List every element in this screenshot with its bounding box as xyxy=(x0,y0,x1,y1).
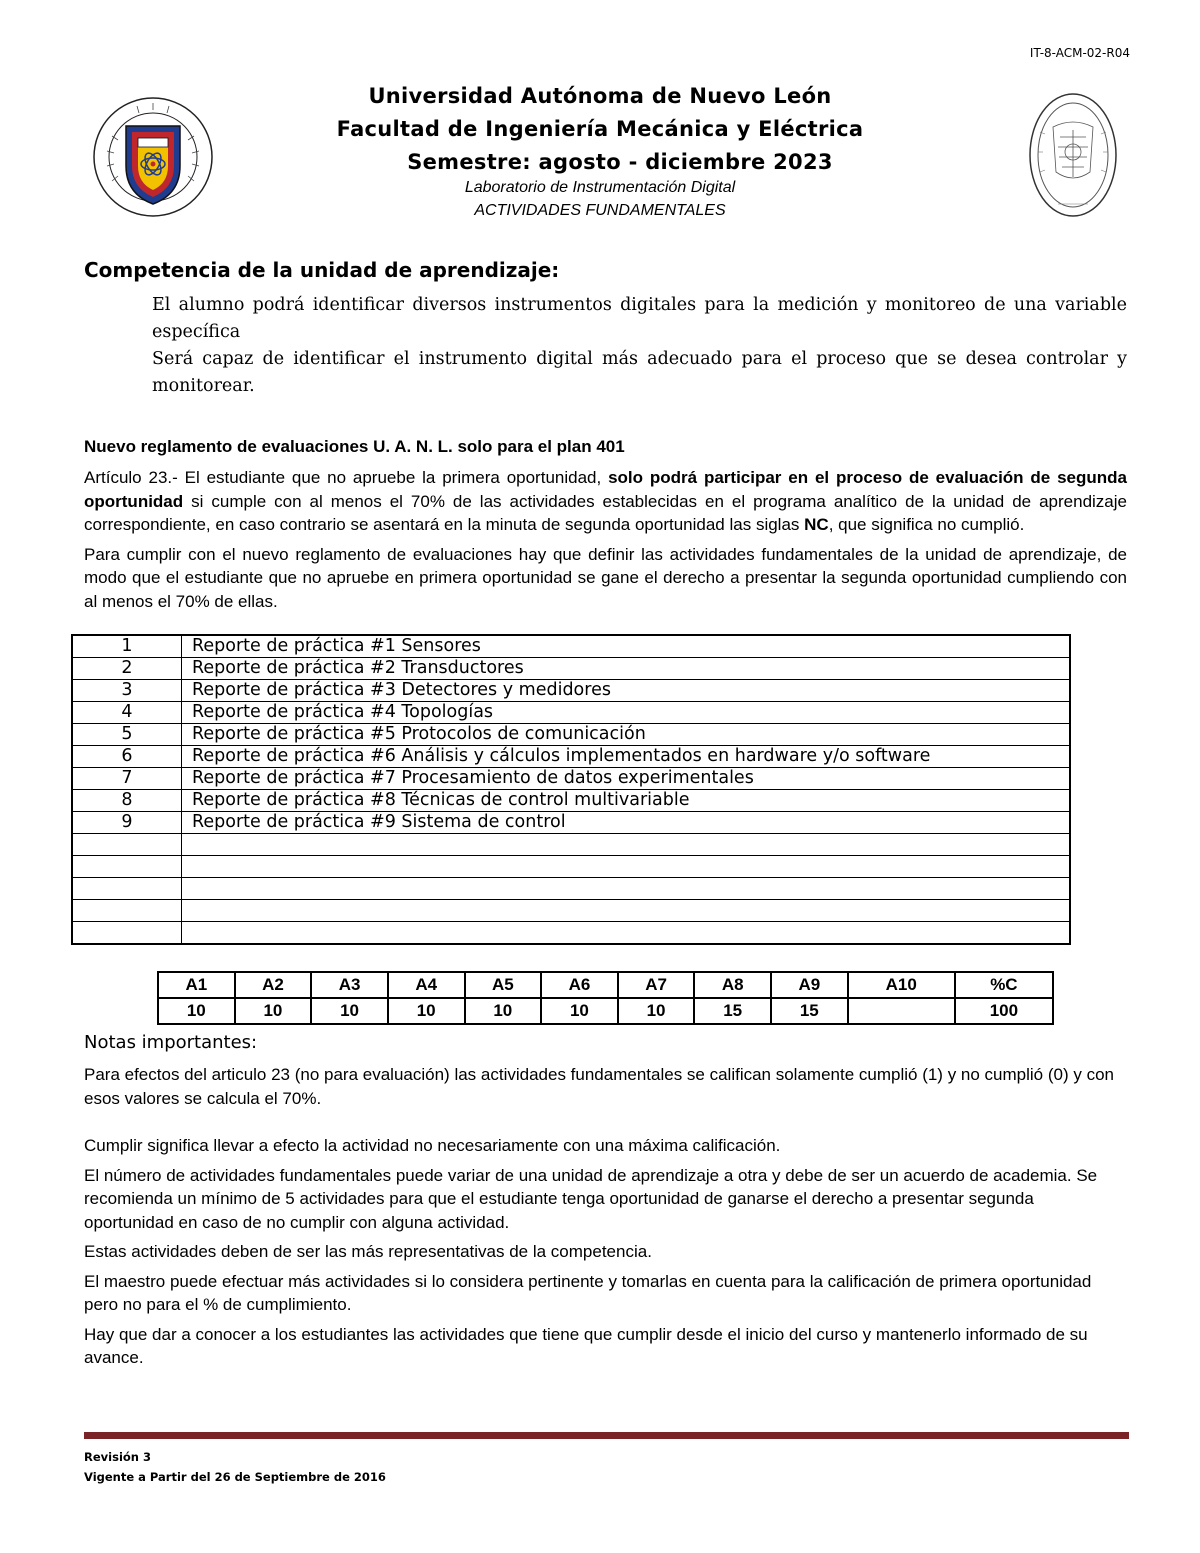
note-paragraph: El número de actividades fundamentales puede variar de una unidad de aprendizaje a otra y debe de ser un acuerdo de academia. Se recomienda un mínimo de 5 actividades para que el estudiante tenga oportunidad de ganarse el derecho a presentar segunda oportunidad en caso de no cumplir con alguna actividad. xyxy=(84,1165,1098,1232)
activity-name xyxy=(182,856,1071,878)
score-value-cell: 10 xyxy=(235,998,312,1024)
competencia-paragraph: Será capaz de identificar el instrumento digital más adecuado para el proceso que se desea controlar y monitorear. xyxy=(152,349,1127,396)
activity-number: 6 xyxy=(72,746,182,768)
activity-name xyxy=(182,834,1071,856)
activity-number: 4 xyxy=(72,702,182,724)
note-paragraph: El maestro puede efectuar más actividades si lo considera pertinente y tomarlas en cuenta para la calificación de primera oportunidad pero no para el % de cumplimiento. xyxy=(84,1271,1092,1314)
activity-number xyxy=(72,878,182,900)
activity-name: Reporte de práctica #2 Transductores xyxy=(182,658,1071,680)
activity-name: Reporte de práctica #9 Sistema de control xyxy=(182,812,1071,834)
document-subtitle: ACTIVIDADES FUNDAMENTALES xyxy=(474,202,726,219)
activity-number xyxy=(72,834,182,856)
activity-name: Reporte de práctica #1 Sensores xyxy=(182,635,1071,658)
reglamento-heading: Nuevo reglamento de evaluaciones U. A. N. L. solo para el plan 401 xyxy=(84,437,625,456)
faculty-title: Facultad de Ingeniería Mecánica y Eléctrica xyxy=(336,117,864,141)
activity-row xyxy=(72,790,1070,812)
score-header-cell: A10 xyxy=(848,972,955,998)
score-header-row xyxy=(158,972,1053,998)
activity-number: 7 xyxy=(72,768,182,790)
competencia-body xyxy=(152,292,1127,400)
document-code: IT-8-ACM-02-R04 xyxy=(1029,46,1130,60)
activity-row xyxy=(72,922,1070,945)
activity-row xyxy=(72,680,1070,702)
score-value-cell: 10 xyxy=(158,998,235,1024)
score-header-cell: A1 xyxy=(158,972,235,998)
activity-number xyxy=(72,900,182,922)
activity-name xyxy=(182,922,1071,945)
articulo-23-paragraph: Artículo 23.- El estudiante que no apruebe la primera oportunidad, solo podrá participar en el proceso de evaluación de segunda oportunidad si cumple con al menos el 70% de las actividades establecidas en el programa analítico de la unidad de aprendizaje correspondiente, en caso contrario se asentará en la minuta de segunda oportunidad las siglas NC, que significa no cumplió. xyxy=(84,468,1128,534)
activity-number xyxy=(72,856,182,878)
score-header-cell: A3 xyxy=(311,972,388,998)
score-table xyxy=(157,971,1054,1025)
score-header-cell: A4 xyxy=(388,972,465,998)
score-value-cell: 10 xyxy=(311,998,388,1024)
activity-row xyxy=(72,834,1070,856)
activity-name: Reporte de práctica #3 Detectores y medidores xyxy=(182,680,1071,702)
score-value-cell: 100 xyxy=(955,998,1053,1024)
score-header-cell: A7 xyxy=(618,972,695,998)
activity-row xyxy=(72,856,1070,878)
note-paragraph: Cumplir significa llevar a efecto la actividad no necesariamente con una máxima calificación. xyxy=(84,1136,781,1155)
activity-row xyxy=(72,812,1070,834)
score-header-cell: A6 xyxy=(541,972,618,998)
activity-name: Reporte de práctica #8 Técnicas de control multivariable xyxy=(182,790,1071,812)
score-header-cell: A9 xyxy=(771,972,848,998)
lab-title: Laboratorio de Instrumentación Digital xyxy=(464,179,736,196)
note-paragraph: Hay que dar a conocer a los estudiantes las actividades que tiene que cumplir desde el inicio del curso y mantenerlo informado de su avance. xyxy=(84,1324,1088,1367)
activity-row xyxy=(72,635,1070,658)
footer-rule xyxy=(84,1432,1129,1439)
score-value-cell: 10 xyxy=(388,998,465,1024)
competencia-heading: Competencia de la unidad de aprendizaje: xyxy=(84,258,560,282)
score-header-cell: A8 xyxy=(694,972,771,998)
activity-number: 5 xyxy=(72,724,182,746)
activity-row xyxy=(72,768,1070,790)
university-title: Universidad Autónoma de Nuevo León xyxy=(368,84,832,108)
note-paragraph: Estas actividades deben de ser las más representativas de la competencia. xyxy=(84,1242,652,1261)
activity-row xyxy=(72,702,1070,724)
activity-name: Reporte de práctica #7 Procesamiento de datos experimentales xyxy=(182,768,1071,790)
activity-row xyxy=(72,658,1070,680)
activity-name xyxy=(182,878,1071,900)
score-value-cell: 10 xyxy=(465,998,542,1024)
activity-name xyxy=(182,900,1071,922)
score-value-cell xyxy=(848,998,955,1024)
score-value-cell: 10 xyxy=(541,998,618,1024)
activity-row xyxy=(72,724,1070,746)
revision-label: Revisión 3 xyxy=(84,1450,151,1464)
score-value-row xyxy=(158,998,1053,1024)
score-value-cell: 15 xyxy=(694,998,771,1024)
score-value-cell: 15 xyxy=(771,998,848,1024)
activity-name: Reporte de práctica #6 Análisis y cálculos implementados en hardware y/o software xyxy=(182,746,1071,768)
score-header-cell: %C xyxy=(955,972,1053,998)
activity-row xyxy=(72,746,1070,768)
vigente-label: Vigente a Partir del 26 de Septiembre de 2016 xyxy=(84,1470,386,1484)
notes-heading: Notas importantes: xyxy=(84,1032,258,1053)
activity-name: Reporte de práctica #5 Protocolos de comunicación xyxy=(182,724,1071,746)
activity-row xyxy=(72,900,1070,922)
score-value-cell: 10 xyxy=(618,998,695,1024)
activities-table xyxy=(71,634,1071,945)
activity-number: 2 xyxy=(72,658,182,680)
reglamento-body xyxy=(84,466,1127,613)
activity-number xyxy=(72,922,182,945)
activity-number: 3 xyxy=(72,680,182,702)
activity-row xyxy=(72,878,1070,900)
reglamento-paragraph: Para cumplir con el nuevo reglamento de evaluaciones hay que definir las actividades fundamentales de la unidad de aprendizaje, de modo que el estudiante que no apruebe en primera oportunidad se gane el derecho a presentar la segunda oportunidad cumpliendo con al menos el 70% de ellas. xyxy=(84,544,1127,611)
activity-number: 1 xyxy=(72,635,182,658)
note-paragraph: Para efectos del articulo 23 (no para evaluación) las actividades fundamentales se califican solamente cumplió (1) y no cumplió (0) y con esos valores se calcula el 70%. xyxy=(84,1065,1114,1108)
competencia-paragraph: El alumno podrá identificar diversos instrumentos digitales para la medición y monitoreo de una variable específica xyxy=(152,295,1127,342)
activity-number: 9 xyxy=(72,812,182,834)
score-header-cell: A5 xyxy=(465,972,542,998)
score-header-cell: A2 xyxy=(235,972,312,998)
notes-list xyxy=(84,1063,1127,1376)
semester-title: Semestre: agosto - diciembre 2023 xyxy=(407,150,833,174)
activity-name: Reporte de práctica #4 Topologías xyxy=(182,702,1071,724)
activity-number: 8 xyxy=(72,790,182,812)
